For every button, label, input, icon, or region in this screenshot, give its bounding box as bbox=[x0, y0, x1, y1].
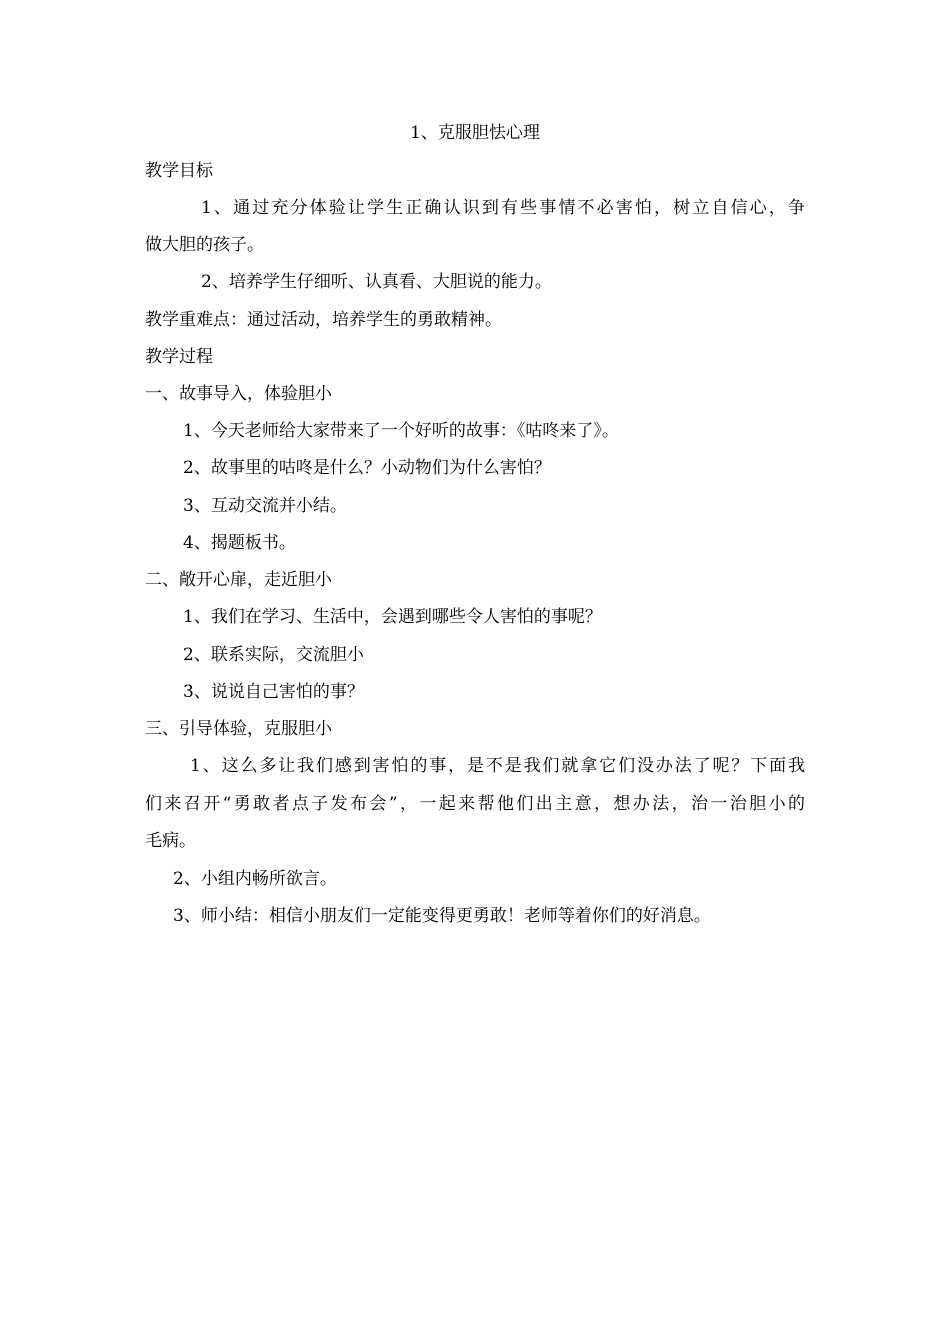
key-points: 教学重难点：通过活动，培养学生的勇敢精神。 bbox=[145, 310, 502, 330]
section-2-item-1: 1、我们在学习、生活中，会遇到哪些令人害怕的事呢？ bbox=[183, 607, 602, 627]
section-2-item-3: 3、说说自己害怕的事？ bbox=[183, 682, 364, 702]
section-3-item-1-line-2: 们来召开“勇敢者点子发布会”，一起来帮他们出主意，想办法，治一治胆小的 bbox=[145, 794, 805, 814]
section-3-item-1-line-3: 毛病。 bbox=[145, 831, 196, 851]
section-1-item-2: 2、故事里的咕咚是什么？小动物们为什么害怕？ bbox=[183, 458, 551, 478]
section-2-item-2: 2、联系实际，交流胆小 bbox=[183, 645, 364, 665]
page-title: 1、克服胆怯心理 bbox=[410, 123, 540, 143]
goals-heading: 教学目标 bbox=[145, 161, 213, 181]
section-3-item-1-line-1: 1、这么多让我们感到害怕的事，是不是我们就拿它们没办法了呢？下面我 bbox=[190, 756, 805, 776]
goal-2: 2、培养学生仔细听、认真看、大胆说的能力。 bbox=[201, 272, 552, 292]
section-3-heading: 三、引导体验，克服胆小 bbox=[145, 719, 332, 739]
goal-1-line-1: 1、通过充分体验让学生正确认识到有些事情不必害怕，树立自信心，争 bbox=[201, 198, 805, 218]
section-1-item-3: 3、互动交流并小结。 bbox=[183, 496, 347, 516]
process-heading: 教学过程 bbox=[145, 347, 213, 367]
section-2-heading: 二、敞开心扉，走近胆小 bbox=[145, 570, 332, 590]
section-3-item-3: 3、师小结：相信小朋友们一定能变得更勇敢！老师等着你们的好消息。 bbox=[173, 906, 711, 926]
section-3-item-2: 2、小组内畅所欲言。 bbox=[173, 869, 337, 889]
section-1-item-1: 1、今天老师给大家带来了一个好听的故事：《咕咚来了》。 bbox=[183, 421, 619, 441]
section-1-heading: 一、故事导入，体验胆小 bbox=[145, 384, 332, 404]
section-1-item-4: 4、揭题板书。 bbox=[183, 533, 296, 553]
goal-1-line-2: 做大胆的孩子。 bbox=[145, 235, 264, 255]
